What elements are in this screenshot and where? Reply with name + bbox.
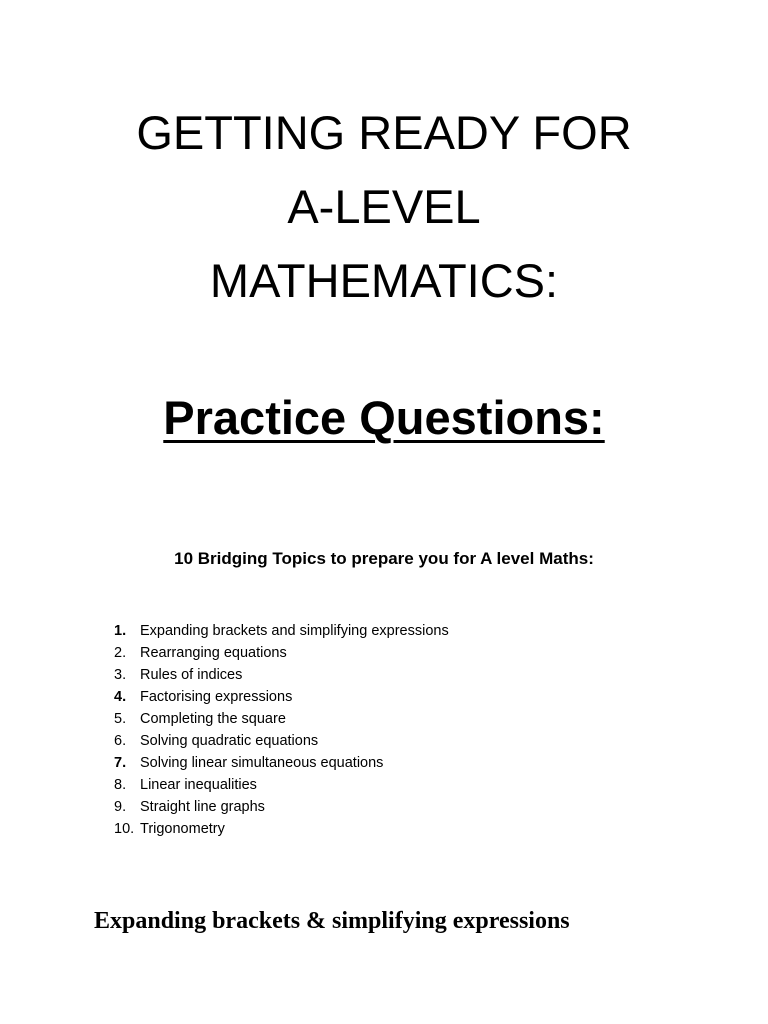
topics-heading: 10 Bridging Topics to prepare you for A level Maths: bbox=[174, 549, 594, 568]
list-item bbox=[114, 686, 449, 708]
list-item bbox=[114, 620, 449, 642]
list-item-text: Solving linear simultaneous equations bbox=[140, 755, 384, 771]
list-item-text: Linear inequalities bbox=[140, 777, 257, 793]
list-item-text: Expanding brackets and simplifying expressions bbox=[140, 623, 449, 639]
practice-questions-text: Practice Questions: bbox=[163, 391, 605, 444]
list-item-text: Completing the square bbox=[140, 711, 286, 727]
list-item-text: Straight line graphs bbox=[140, 799, 265, 815]
practice-questions-heading bbox=[0, 388, 768, 448]
list-item bbox=[114, 796, 449, 818]
list-item-number: 7. bbox=[114, 755, 127, 771]
title-line-1: GETTING READY FOR bbox=[136, 106, 632, 159]
list-item-number: 3. bbox=[114, 667, 127, 683]
list-item bbox=[114, 818, 449, 840]
list-item-text: Rules of indices bbox=[140, 667, 243, 683]
document-title bbox=[0, 96, 768, 318]
list-item-number: 10. bbox=[114, 821, 135, 837]
list-item bbox=[114, 730, 449, 752]
list-item bbox=[114, 708, 449, 730]
list-item bbox=[114, 752, 449, 774]
list-item-number: 1. bbox=[114, 623, 127, 639]
list-item-number: 8. bbox=[114, 777, 127, 793]
list-item-number: 2. bbox=[114, 645, 127, 661]
list-item-text: Trigonometry bbox=[140, 821, 225, 837]
list-item-number: 6. bbox=[114, 733, 127, 749]
list-item bbox=[114, 664, 449, 686]
list-item-number: 9. bbox=[114, 799, 127, 815]
list-item-text: Solving quadratic equations bbox=[140, 733, 319, 749]
list-item bbox=[114, 774, 449, 796]
title-line-2: A-LEVEL bbox=[287, 180, 481, 233]
list-item bbox=[114, 642, 449, 664]
list-item-number: 5. bbox=[114, 711, 127, 727]
title-line-3: MATHEMATICS: bbox=[209, 254, 559, 307]
list-item-number: 4. bbox=[114, 689, 127, 705]
list-item-text: Rearranging equations bbox=[140, 645, 287, 661]
section-heading: Expanding brackets & simplifying expressions bbox=[94, 908, 570, 934]
list-item-text: Factorising expressions bbox=[140, 689, 293, 705]
topic-list bbox=[114, 620, 449, 840]
